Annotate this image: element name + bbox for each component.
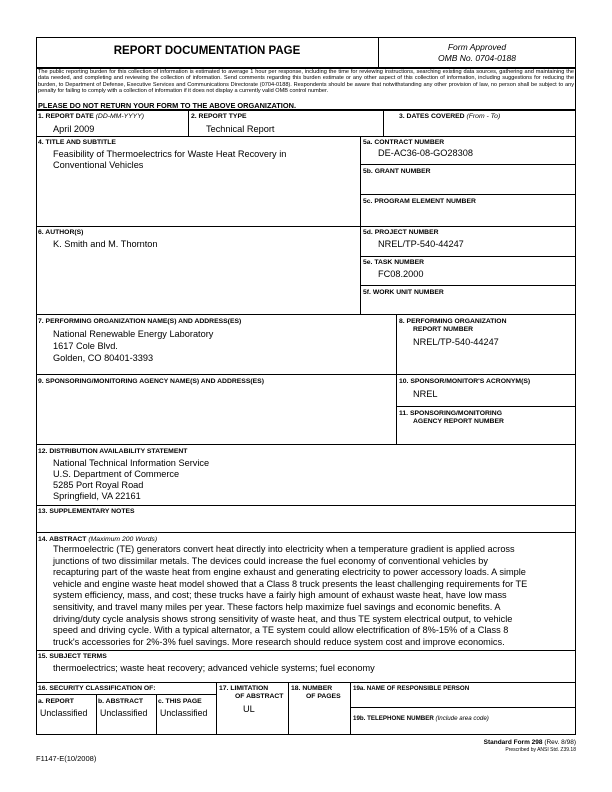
number-pages-label-1: 18. NUMBER: [291, 685, 333, 692]
project-number-label: 5d. PROJECT NUMBER: [363, 229, 439, 236]
performing-report-label-2: REPORT NUMBER: [413, 326, 474, 333]
distribution-line-4: Springfield, VA 22161: [53, 491, 141, 501]
grant-number-label: 5b. GRANT NUMBER: [363, 168, 431, 175]
prescribed-by: Prescribed by ANSI Std. Z39.18: [505, 747, 576, 753]
distribution-line-3: 5285 Port Royal Road: [53, 480, 144, 490]
performing-org-label: 7. PERFORMING ORGANIZATION NAME(S) AND ADDRESS(ES): [38, 318, 242, 325]
security-page-label: c. THIS PAGE: [158, 698, 202, 705]
responsible-person-label: 19a. NAME OF RESPONSIBLE PERSON: [353, 685, 470, 692]
abstract-line: system efficiency, mass, and cost; these trucks have a fairly high amount of exhaust waste heat, have low mass: [53, 590, 507, 601]
report-type-label: 2. REPORT TYPE: [191, 113, 247, 120]
form-id: F1147-E(10/2008): [36, 754, 97, 763]
security-class-label: 16. SECURITY CLASSIFICATION OF:: [38, 685, 156, 692]
sponsor-report-label-2: AGENCY REPORT NUMBER: [413, 418, 504, 425]
sponsor-report-label-1: 11. SPONSORING/MONITORING: [399, 410, 502, 417]
security-abstract-label: b. ABSTRACT: [98, 698, 144, 705]
distribution-line-2: U.S. Department of Commerce: [53, 469, 180, 479]
performing-org-line-1: National Renewable Energy Laboratory: [53, 329, 214, 339]
abstract-line: driving/duty cycle analysis shows strong sensitivity of waste heat, and thus TE system electrical output, to vehicle: [53, 613, 513, 624]
subject-terms-label: 15. SUBJECT TERMS: [38, 653, 107, 660]
performing-org-line-2: 1617 Cole Blvd.: [53, 341, 118, 351]
authors-value: K. Smith and M. Thornton: [53, 239, 158, 249]
sponsor-acronym-value: NREL: [413, 389, 438, 399]
performing-report-value: NREL/TP-540-44247: [413, 337, 499, 347]
task-number-value: FC08.2000: [378, 269, 424, 279]
contract-number-label: 5a. CONTRACT NUMBER: [363, 139, 445, 146]
title-subtitle-label: 4. TITLE AND SUBTITLE: [38, 139, 116, 146]
dates-covered-label: 3. DATES COVERED (From - To): [399, 113, 501, 120]
number-pages-label-2: OF PAGES: [306, 693, 341, 700]
title-line-2: Conventional Vehicles: [53, 160, 144, 170]
work-unit-label: 5f. WORK UNIT NUMBER: [363, 289, 444, 296]
report-date-label: 1. REPORT DATE (DD-MM-YYYY): [38, 113, 144, 120]
title-line-1: Feasibility of Thermoelectrics for Waste Heat Recovery in: [53, 149, 287, 159]
abstract-label: 14. ABSTRACT (Maximum 200 Words): [38, 536, 158, 543]
security-report-value: Unclassified: [40, 708, 88, 718]
security-page-value: Unclassified: [160, 708, 208, 718]
task-number-label: 5e. TASK NUMBER: [363, 259, 425, 266]
standard-form: Standard Form 298 (Rev. 8/98): [483, 739, 576, 746]
abstract-text: [53, 544, 573, 648]
omb-number: OMB No. 0704-0188: [438, 53, 516, 63]
page-title: REPORT DOCUMENTATION PAGE: [113, 45, 301, 57]
performing-report-label-1: 8. PERFORMING ORGANIZATION: [399, 318, 507, 325]
performing-org-line-3: Golden, CO 80401-3393: [53, 353, 154, 363]
sponsor-acronym-label: 10. SPONSOR/MONITOR'S ACRONYM(S): [399, 378, 531, 385]
abstract-line: speed and driving cycle. With a typical alternator, a TE system could allow electrification of 8%-15% of a Class 8: [53, 625, 509, 636]
supplementary-notes-label: 13. SUPPLEMENTARY NOTES: [38, 508, 135, 515]
security-report-label: a. REPORT: [38, 698, 74, 705]
report-type-value: Technical Report: [206, 124, 275, 134]
limitation-label-2: OF ABSTRACT: [235, 693, 284, 700]
authors-label: 6. AUTHOR(S): [38, 229, 84, 236]
abstract-line: sensitivity, and travel many miles per year. These factors help maximize fuel savings and economic benefits. A: [53, 601, 501, 612]
limitation-label-1: 17. LIMITATION: [219, 685, 269, 692]
contract-number-value: DE-AC36-08-GO28308: [378, 148, 473, 158]
abstract-line: Thermoelectric (TE) generators convert heat directly into electricity when a temperature gradient is applied across: [53, 544, 515, 554]
subject-terms-value: thermoelectrics; waste heat recovery; advanced vehicle systems; fuel economy: [53, 663, 375, 673]
program-element-label: 5c. PROGRAM ELEMENT NUMBER: [363, 198, 476, 205]
security-abstract-value: Unclassified: [100, 708, 148, 718]
report-date-value: April 2009: [53, 124, 95, 134]
distribution-line-1: National Technical Information Service: [53, 458, 210, 468]
limitation-value: UL: [243, 704, 255, 714]
abstract-line: truck's accessories for 2%-3% fuel savings. More research should reduce system cost and improve economics.: [53, 636, 505, 647]
return-notice: PLEASE DO NOT RETURN YOUR FORM TO THE ABOVE ORGANIZATION.: [38, 101, 296, 110]
abstract-line: recapturing part of the waste heat from engine exhaust and generating electricity to power accessory loads. A simple: [53, 567, 526, 578]
distribution-label: 12. DISTRIBUTION AVAILABILITY STATEMENT: [38, 448, 188, 455]
project-number-value: NREL/TP-540-44247: [378, 239, 464, 249]
abstract-line: junctions of two dissimilar metals. The devices could increase the fuel economy of conventional vehicles by: [53, 555, 488, 566]
form-approved: Form Approved: [447, 42, 507, 52]
burden-statement: The public reporting burden for this collection of information is estimated to average 1 hour per response, including the time for reviewing instructions, searching existing data sources, gathering and maintaining the data needed, and completing and reviewing the collection of information. Send comments regarding this burden estimate or any other aspect of this collection of information, including suggestions for reducing the burden, to Department of Defense, Executive Services and Communications Directorate (0704-0188). Respondents should be aware that notwithstanding any other provision of law, no person shall be subject to any penalty for failing to comply with a collection of information if it does not display a currently valid OMB control number.: [38, 69, 574, 95]
abstract-line: vehicle and engine waste heat model showed that a Class 8 truck presents the least challenging requirements for TE: [53, 578, 528, 589]
sponsoring-agency-label: 9. SPONSORING/MONITORING AGENCY NAME(S) AND ADDRESS(ES): [38, 378, 264, 385]
telephone-label: 19b. TELEPHONE NUMBER (Include area code): [353, 715, 489, 722]
